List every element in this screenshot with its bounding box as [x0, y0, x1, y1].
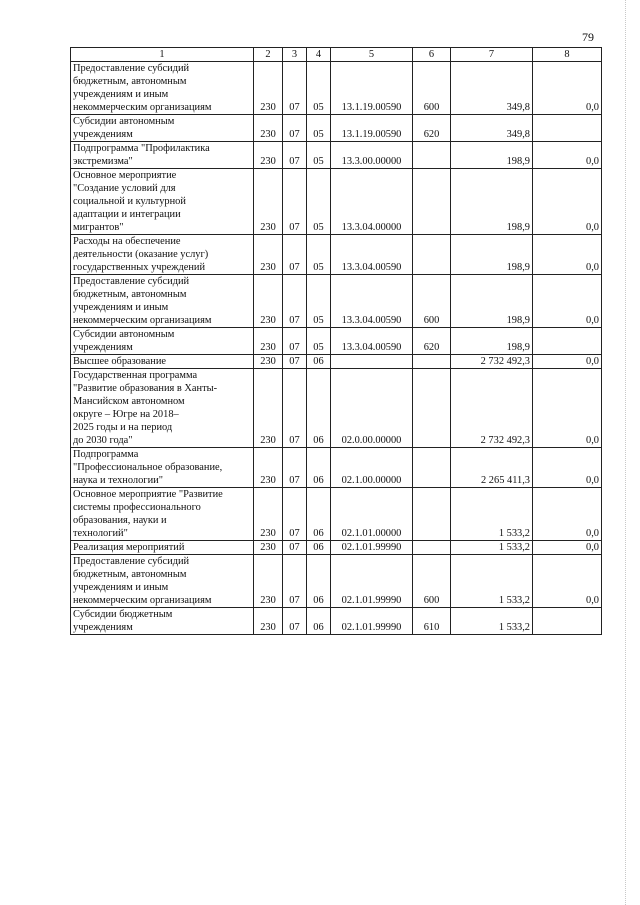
row-expense-type [413, 142, 451, 169]
row-amount: 1 533,2 [451, 488, 533, 541]
table-row [71, 115, 602, 142]
row-amount-2: 0,0 [533, 355, 602, 369]
row-amount-2: 0,0 [533, 555, 602, 608]
row-amount-2 [533, 115, 602, 142]
table-row [71, 328, 602, 355]
row-subsection: 06 [307, 488, 331, 541]
row-amount-2: 0,0 [533, 62, 602, 115]
row-target-code: 13.3.04.00590 [331, 328, 413, 355]
row-target-code: 13.1.19.00590 [331, 115, 413, 142]
col-header: 1 [71, 48, 254, 62]
row-name: Реализация мероприятий [71, 541, 254, 555]
row-amount-2: 0,0 [533, 369, 602, 448]
row-target-code: 02.1.01.99990 [331, 555, 413, 608]
row-section: 07 [283, 235, 307, 275]
row-name: Субсидии автономным учреждениям [71, 115, 254, 142]
row-expense-type: 620 [413, 115, 451, 142]
row-amount-2: 0,0 [533, 142, 602, 169]
row-subsection: 05 [307, 275, 331, 328]
row-section: 07 [283, 555, 307, 608]
row-target-code [331, 355, 413, 369]
row-section: 07 [283, 169, 307, 235]
row-admin-code: 230 [254, 62, 283, 115]
row-subsection: 06 [307, 608, 331, 635]
row-expense-type: 600 [413, 62, 451, 115]
row-name: Подпрограмма "Профилактика экстремизма" [71, 142, 254, 169]
row-amount: 198,9 [451, 328, 533, 355]
table-row [71, 275, 602, 328]
row-subsection: 05 [307, 235, 331, 275]
table-row [71, 62, 602, 115]
scan-margin-edge [625, 0, 638, 905]
row-name: Расходы на обеспечение деятельности (оказание услуг) государственных учреждений [71, 235, 254, 275]
row-expense-type: 600 [413, 555, 451, 608]
row-expense-type [413, 169, 451, 235]
row-name: Предоставление субсидий бюджетным, автономным учреждениям и иным некоммерческим организациям [71, 555, 254, 608]
row-target-code: 13.3.00.00000 [331, 142, 413, 169]
table-header-row [71, 48, 602, 62]
row-amount: 349,8 [451, 115, 533, 142]
row-target-code: 02.1.01.99990 [331, 608, 413, 635]
row-expense-type [413, 235, 451, 275]
row-expense-type [413, 541, 451, 555]
row-admin-code: 230 [254, 355, 283, 369]
table-row [71, 369, 602, 448]
row-name: Основное мероприятие "Развитие системы профессионального образования, науки и технологий" [71, 488, 254, 541]
col-header: 7 [451, 48, 533, 62]
row-admin-code: 230 [254, 115, 283, 142]
row-name: Субсидии автономным учреждениям [71, 328, 254, 355]
row-subsection: 05 [307, 169, 331, 235]
row-section: 07 [283, 448, 307, 488]
row-admin-code: 230 [254, 169, 283, 235]
row-name: Государственная программа "Развитие образования в Ханты- Мансийском автономном округе – Югре на 2018– 2025 годы и на период до 2030 года" [71, 369, 254, 448]
row-amount: 1 533,2 [451, 608, 533, 635]
row-admin-code: 230 [254, 448, 283, 488]
row-section: 07 [283, 541, 307, 555]
row-subsection: 06 [307, 369, 331, 448]
row-subsection: 05 [307, 142, 331, 169]
row-admin-code: 230 [254, 328, 283, 355]
row-expense-type: 600 [413, 275, 451, 328]
row-subsection: 05 [307, 115, 331, 142]
row-admin-code: 230 [254, 608, 283, 635]
row-section: 07 [283, 115, 307, 142]
row-expense-type [413, 369, 451, 448]
row-subsection: 05 [307, 62, 331, 115]
table-row [71, 488, 602, 541]
row-subsection: 05 [307, 328, 331, 355]
row-amount: 2 732 492,3 [451, 355, 533, 369]
row-amount: 2 732 492,3 [451, 369, 533, 448]
row-section: 07 [283, 488, 307, 541]
row-admin-code: 230 [254, 555, 283, 608]
row-amount-2: 0,0 [533, 541, 602, 555]
row-amount-2 [533, 608, 602, 635]
row-section: 07 [283, 355, 307, 369]
row-amount: 198,9 [451, 169, 533, 235]
row-amount-2 [533, 328, 602, 355]
row-subsection: 06 [307, 541, 331, 555]
row-expense-type [413, 488, 451, 541]
row-target-code: 02.1.00.00000 [331, 448, 413, 488]
row-subsection: 06 [307, 448, 331, 488]
row-admin-code: 230 [254, 541, 283, 555]
col-header: 4 [307, 48, 331, 62]
row-amount: 1 533,2 [451, 555, 533, 608]
col-header: 8 [533, 48, 602, 62]
row-expense-type [413, 355, 451, 369]
row-section: 07 [283, 328, 307, 355]
row-amount-2: 0,0 [533, 488, 602, 541]
row-target-code: 13.1.19.00590 [331, 62, 413, 115]
col-header: 3 [283, 48, 307, 62]
page-number: 79 [582, 30, 594, 44]
row-subsection: 06 [307, 355, 331, 369]
row-amount-2: 0,0 [533, 169, 602, 235]
row-amount: 198,9 [451, 235, 533, 275]
row-section: 07 [283, 369, 307, 448]
table-row [71, 142, 602, 169]
col-header: 2 [254, 48, 283, 62]
row-target-code: 02.0.00.00000 [331, 369, 413, 448]
row-name: Предоставление субсидий бюджетным, автономным учреждениям и иным некоммерческим организациям [71, 275, 254, 328]
table-row [71, 355, 602, 369]
row-admin-code: 230 [254, 235, 283, 275]
row-name: Предоставление субсидий бюджетным, автономным учреждениям и иным некоммерческим организациям [71, 62, 254, 115]
row-target-code: 13.3.04.00590 [331, 235, 413, 275]
row-expense-type [413, 448, 451, 488]
row-section: 07 [283, 275, 307, 328]
table-row [71, 448, 602, 488]
row-target-code: 02.1.01.99990 [331, 541, 413, 555]
row-section: 07 [283, 142, 307, 169]
row-amount: 198,9 [451, 142, 533, 169]
row-amount-2: 0,0 [533, 235, 602, 275]
row-admin-code: 230 [254, 275, 283, 328]
table-row [71, 608, 602, 635]
row-name: Субсидии бюджетным учреждениям [71, 608, 254, 635]
row-name: Высшее образование [71, 355, 254, 369]
row-amount: 2 265 411,3 [451, 448, 533, 488]
row-amount-2: 0,0 [533, 275, 602, 328]
row-admin-code: 230 [254, 142, 283, 169]
table-row [71, 541, 602, 555]
table-row [71, 169, 602, 235]
row-name: Подпрограмма "Профессиональное образование, наука и технологии" [71, 448, 254, 488]
col-header: 5 [331, 48, 413, 62]
row-admin-code: 230 [254, 488, 283, 541]
col-header: 6 [413, 48, 451, 62]
table-row [71, 555, 602, 608]
row-expense-type: 610 [413, 608, 451, 635]
table-row [71, 235, 602, 275]
row-admin-code: 230 [254, 369, 283, 448]
row-target-code: 02.1.01.00000 [331, 488, 413, 541]
row-section: 07 [283, 608, 307, 635]
row-section: 07 [283, 62, 307, 115]
row-amount: 198,9 [451, 275, 533, 328]
row-target-code: 13.3.04.00000 [331, 169, 413, 235]
row-subsection: 06 [307, 555, 331, 608]
row-name: Основное мероприятие "Создание условий для социальной и культурной адаптации и интеграции мигрантов" [71, 169, 254, 235]
row-amount: 1 533,2 [451, 541, 533, 555]
row-amount: 349,8 [451, 62, 533, 115]
budget-table [70, 47, 602, 635]
row-amount-2: 0,0 [533, 448, 602, 488]
row-target-code: 13.3.04.00590 [331, 275, 413, 328]
row-expense-type: 620 [413, 328, 451, 355]
